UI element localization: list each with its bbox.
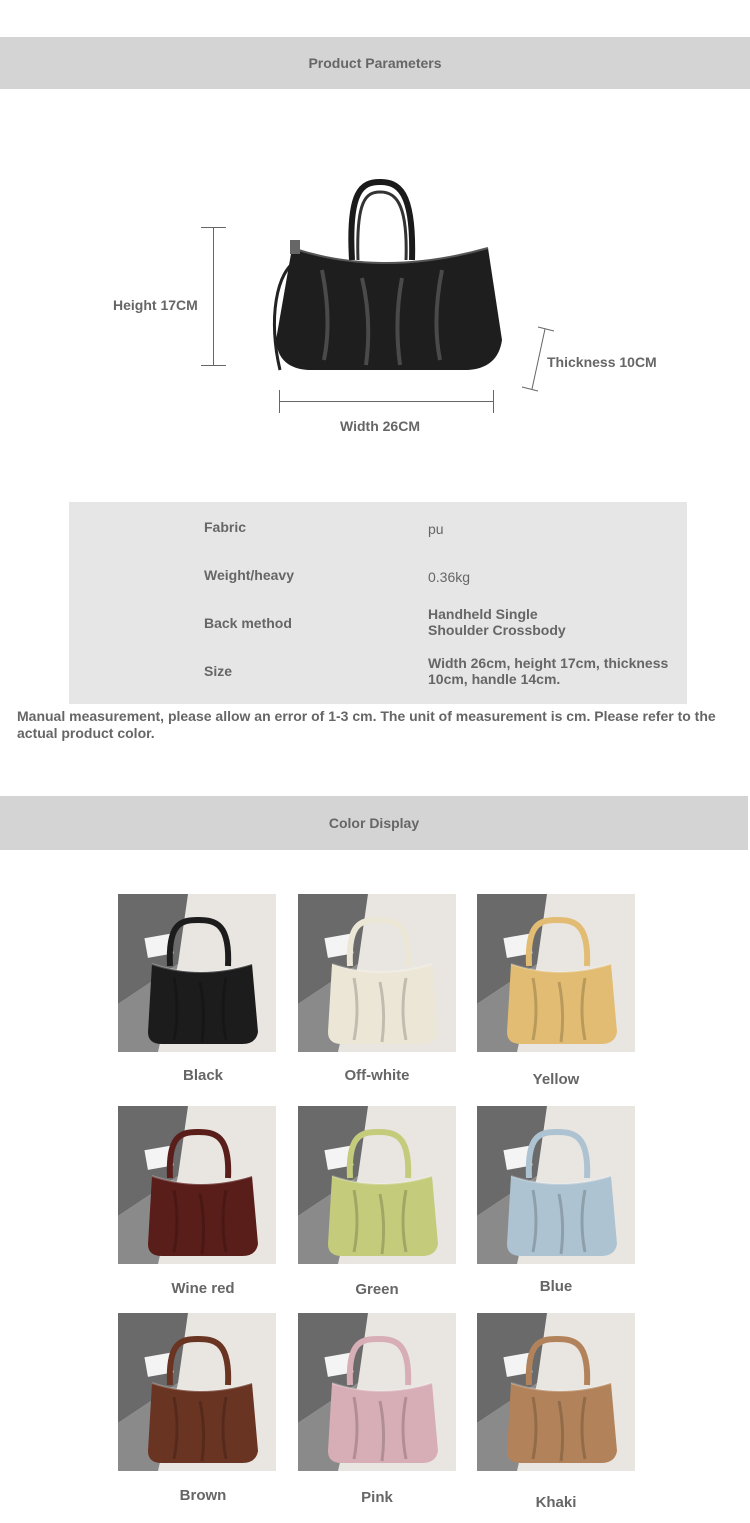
param-value: Handheld Single Shoulder Crossbody xyxy=(428,606,566,638)
color-label: Yellow xyxy=(532,1071,580,1088)
height-cap-bottom xyxy=(201,365,226,366)
color-label: Blue xyxy=(539,1278,573,1295)
color-label: Brown xyxy=(179,1487,227,1504)
thickness-label: Thickness 10CM xyxy=(547,354,657,370)
color-label: Khaki xyxy=(535,1494,577,1511)
height-label: Height 17CM xyxy=(113,297,198,313)
width-cap-left xyxy=(279,390,280,413)
measurement-note: Manual measurement, please allow an error of 1-3 cm. The unit of measurement is cm. Please refer to the actual product color. xyxy=(17,708,716,741)
color-swatch-brown xyxy=(118,1313,276,1471)
color-swatch-wine-red xyxy=(118,1106,276,1264)
color-swatch-black xyxy=(118,894,276,1052)
color-label: Wine red xyxy=(171,1280,235,1297)
param-key: Size xyxy=(204,663,233,679)
param-value: Width 26cm, height 17cm, thickness 10cm, handle 14cm. xyxy=(428,655,669,687)
width-label: Width 26CM xyxy=(340,418,420,434)
parameter-table xyxy=(69,502,687,704)
section-title: Color Display xyxy=(328,815,420,831)
color-swatch-yellow xyxy=(477,894,635,1052)
color-swatch-green xyxy=(298,1106,456,1264)
bag-illustration xyxy=(262,160,512,380)
color-label: Green xyxy=(355,1281,399,1298)
width-cap-right xyxy=(493,390,494,413)
color-swatch-off-white xyxy=(298,894,456,1052)
param-value: pu xyxy=(428,521,444,537)
param-value: 0.36kg xyxy=(428,569,471,585)
color-swatch-khaki xyxy=(477,1313,635,1471)
dimension-diagram xyxy=(0,140,750,460)
color-label: Off-white xyxy=(344,1067,410,1084)
color-display-header xyxy=(0,796,748,850)
param-key: Fabric xyxy=(204,519,247,535)
section-title: Product Parameters xyxy=(308,55,442,71)
param-key: Back method xyxy=(204,615,292,631)
color-label: Black xyxy=(182,1067,224,1084)
param-key: Weight/heavy xyxy=(204,567,294,583)
height-line xyxy=(213,227,214,366)
color-swatch-pink xyxy=(298,1313,456,1471)
height-cap-top xyxy=(201,227,226,228)
color-label: Pink xyxy=(361,1489,393,1506)
product-parameters-header xyxy=(0,37,750,89)
color-swatch-blue xyxy=(477,1106,635,1264)
width-line xyxy=(279,401,494,402)
